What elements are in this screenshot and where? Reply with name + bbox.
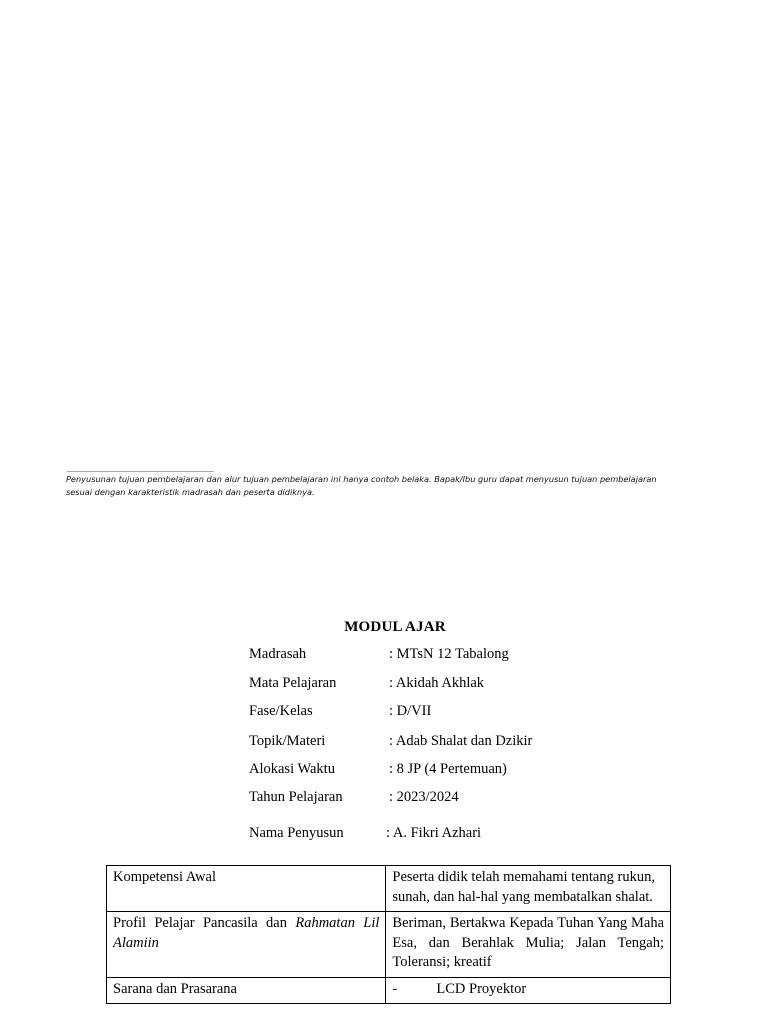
table-cell-label <box>107 912 386 978</box>
field-label: Mata Pelajaran <box>249 675 337 691</box>
field-label: Topik/Materi <box>249 733 326 749</box>
table-cell-value <box>386 977 671 1004</box>
field-value: : Akidah Akhlak <box>389 675 484 692</box>
table-cell-value: Beriman, Bertakwa Kepada Tuhan Yang Maha Esa, dan Berahlak Mulia; Jalan Tengah; Toleransi; kreatif <box>386 912 671 978</box>
table-row <box>107 912 671 978</box>
bullet-marker: - <box>392 980 398 997</box>
field-value: : Adab Shalat dan Dzikir <box>389 733 532 750</box>
table-row <box>107 977 671 1004</box>
footnote-separator <box>67 471 214 472</box>
field-value: : A. Fikri Azhari <box>386 825 481 842</box>
list-item <box>392 980 664 1000</box>
module-info-table <box>106 865 671 1004</box>
field-label: Madrasah <box>249 646 307 662</box>
table-cell-value: Peserta didik telah memahami tentang rukun, sunah, dan hal-hal yang membatalkan shalat. <box>386 866 671 912</box>
field-value: : 2023/2024 <box>389 789 459 806</box>
label-italic-text: Rahmatan Lil Alamiin <box>113 915 380 951</box>
list-item-text: LCD Proyektor <box>436 980 527 997</box>
field-value: : D/VII <box>389 703 431 720</box>
label-text: Profil Pelajar Pancasila dan <box>113 915 287 931</box>
field-label: Fase/Kelas <box>249 703 313 719</box>
field-label: Nama Penyusun <box>249 825 344 841</box>
footnote-line-1: Penyusunan tujuan pembelajaran dan alur tujuan pembelajaran ini hanya contoh belaka. Bapak/Ibu guru dapat menyusun tujuan pembelajaran <box>66 474 657 484</box>
field-label: Tahun Pelajaran <box>249 789 343 805</box>
field-value: : MTsN 12 Tabalong <box>389 646 509 663</box>
table-row <box>107 866 671 912</box>
page-title: MODUL AJAR <box>344 619 446 635</box>
field-label: Alokasi Waktu <box>249 761 335 777</box>
footnote <box>66 473 706 498</box>
table-cell-label: Kompetensi Awal <box>107 866 386 912</box>
field-value: : 8 JP (4 Pertemuan) <box>389 761 507 778</box>
footnote-line-2: sesuai dengan karakteristik madrasah dan peserta didiknya. <box>66 486 315 497</box>
table-cell-label: Sarana dan Prasarana <box>107 977 386 1004</box>
